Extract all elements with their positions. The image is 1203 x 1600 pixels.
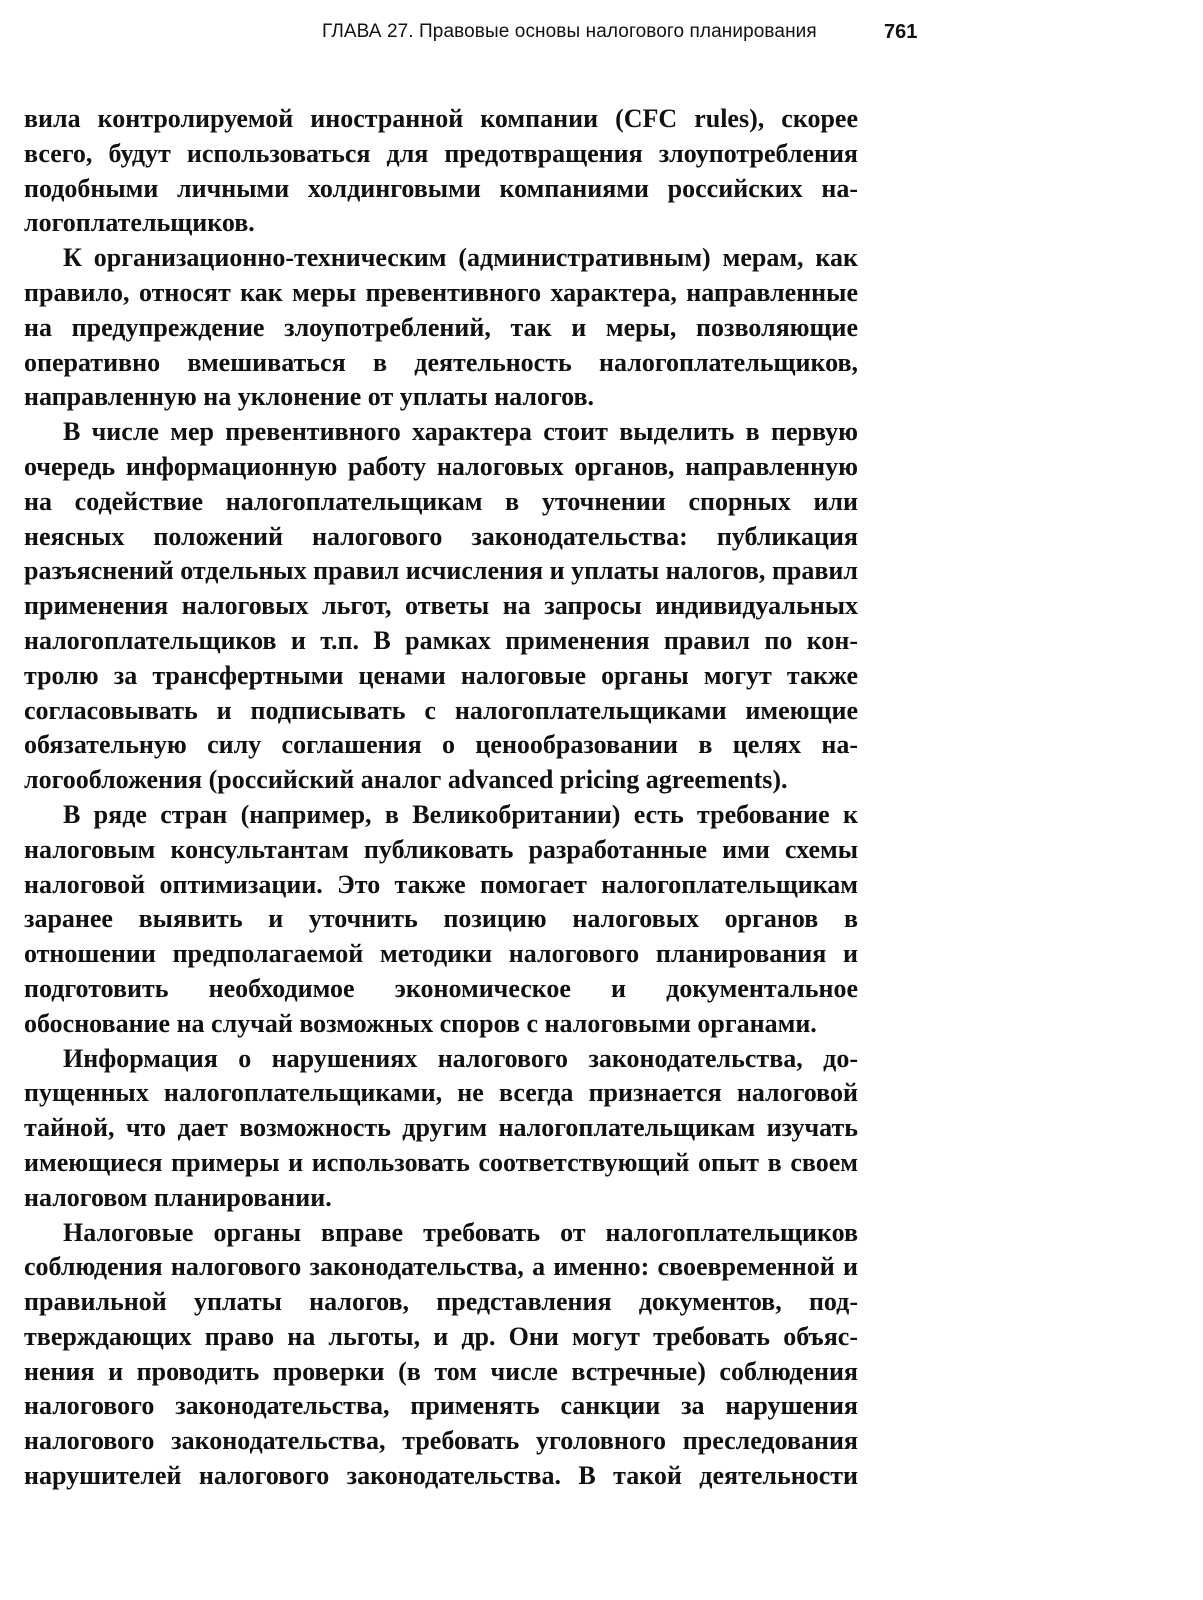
paragraph-5: Информация о нарушениях налогового законодательства, допущенных налогоплательщиками, не всегда признается налоговой тайной, что дает возможность другим налогоплательщикам изучать имеющиеся примеры и использовать соответствующий опыт в своем налоговом планировании. — [24, 1043, 858, 1212]
running-head — [322, 18, 922, 46]
paragraph-4: В ряде стран (например, в Великобритании) есть требование к налоговым консультантам публиковать разработанные ими схемы налоговой оптимизации. Это также помогает налогоплательщикам заранее выявить и уточнить позицию налоговых органов в отношении предполагаемой методики налогового планирования и подготовить необходимое экономическое и документальное обоснование на случай возможных споров с налоговыми органами. — [24, 799, 858, 1038]
paragraph-3: В числе мер превентивного характера стоит выделить в первую очередь информационную работу налоговых органов, направленную на содействие налогоплательщикам в уточнении спорных или неясных положений налогового законодательства: публикация разъяснений отдельных правил исчисления и уплаты налогов, правил применения налоговых льгот, ответы на запросы индивидуальных налогоплательщиков и т.п. В рамках применения правил по контролю за трансфертными ценами налоговые органы могут также согласовывать и подписывать с налогоплательщиками имеющие обязательную силу соглашения о ценообразовании в целях налогообложения (российский аналог advanced pricing agreements). — [24, 417, 858, 795]
paragraph-1: вила контролируемой иностранной компании (CFC rules), скорее всего, будут использоваться для предотвращения злоупотребления подобными личными холдинговыми компаниями российских налогоплательщиков. — [24, 104, 858, 238]
paragraph-2: К организационно-техническим (административным) мерам, как правило, относят как меры превентивного характера, направленные на предупреждение злоупотреблений, так и меры, позволяющие оперативно вмешиваться в деятельность налогоплательщиков, направленную на уклонение от уплаты налогов. — [24, 243, 858, 412]
chapter-title: ГЛАВА 27. Правовые основы налогового планирования — [322, 21, 817, 42]
paragraph-6: Налоговые органы вправе требовать от налогоплательщиков соблюдения налогового законодательства, а именно: своевременной и правильной уплаты налогов, представления документов, подтверждающих право на льготы, и др. Они могут требовать объяснения и проводить проверки (в том числе встречные) соблюдения налогового законодательства, применять санкции за нарушения налогового законодательства, требовать уголовного преследования нарушителей налогового законодательства. В такой деятельности — [24, 1217, 858, 1491]
body-text — [24, 102, 858, 1494]
page-number: 761 — [884, 21, 918, 43]
